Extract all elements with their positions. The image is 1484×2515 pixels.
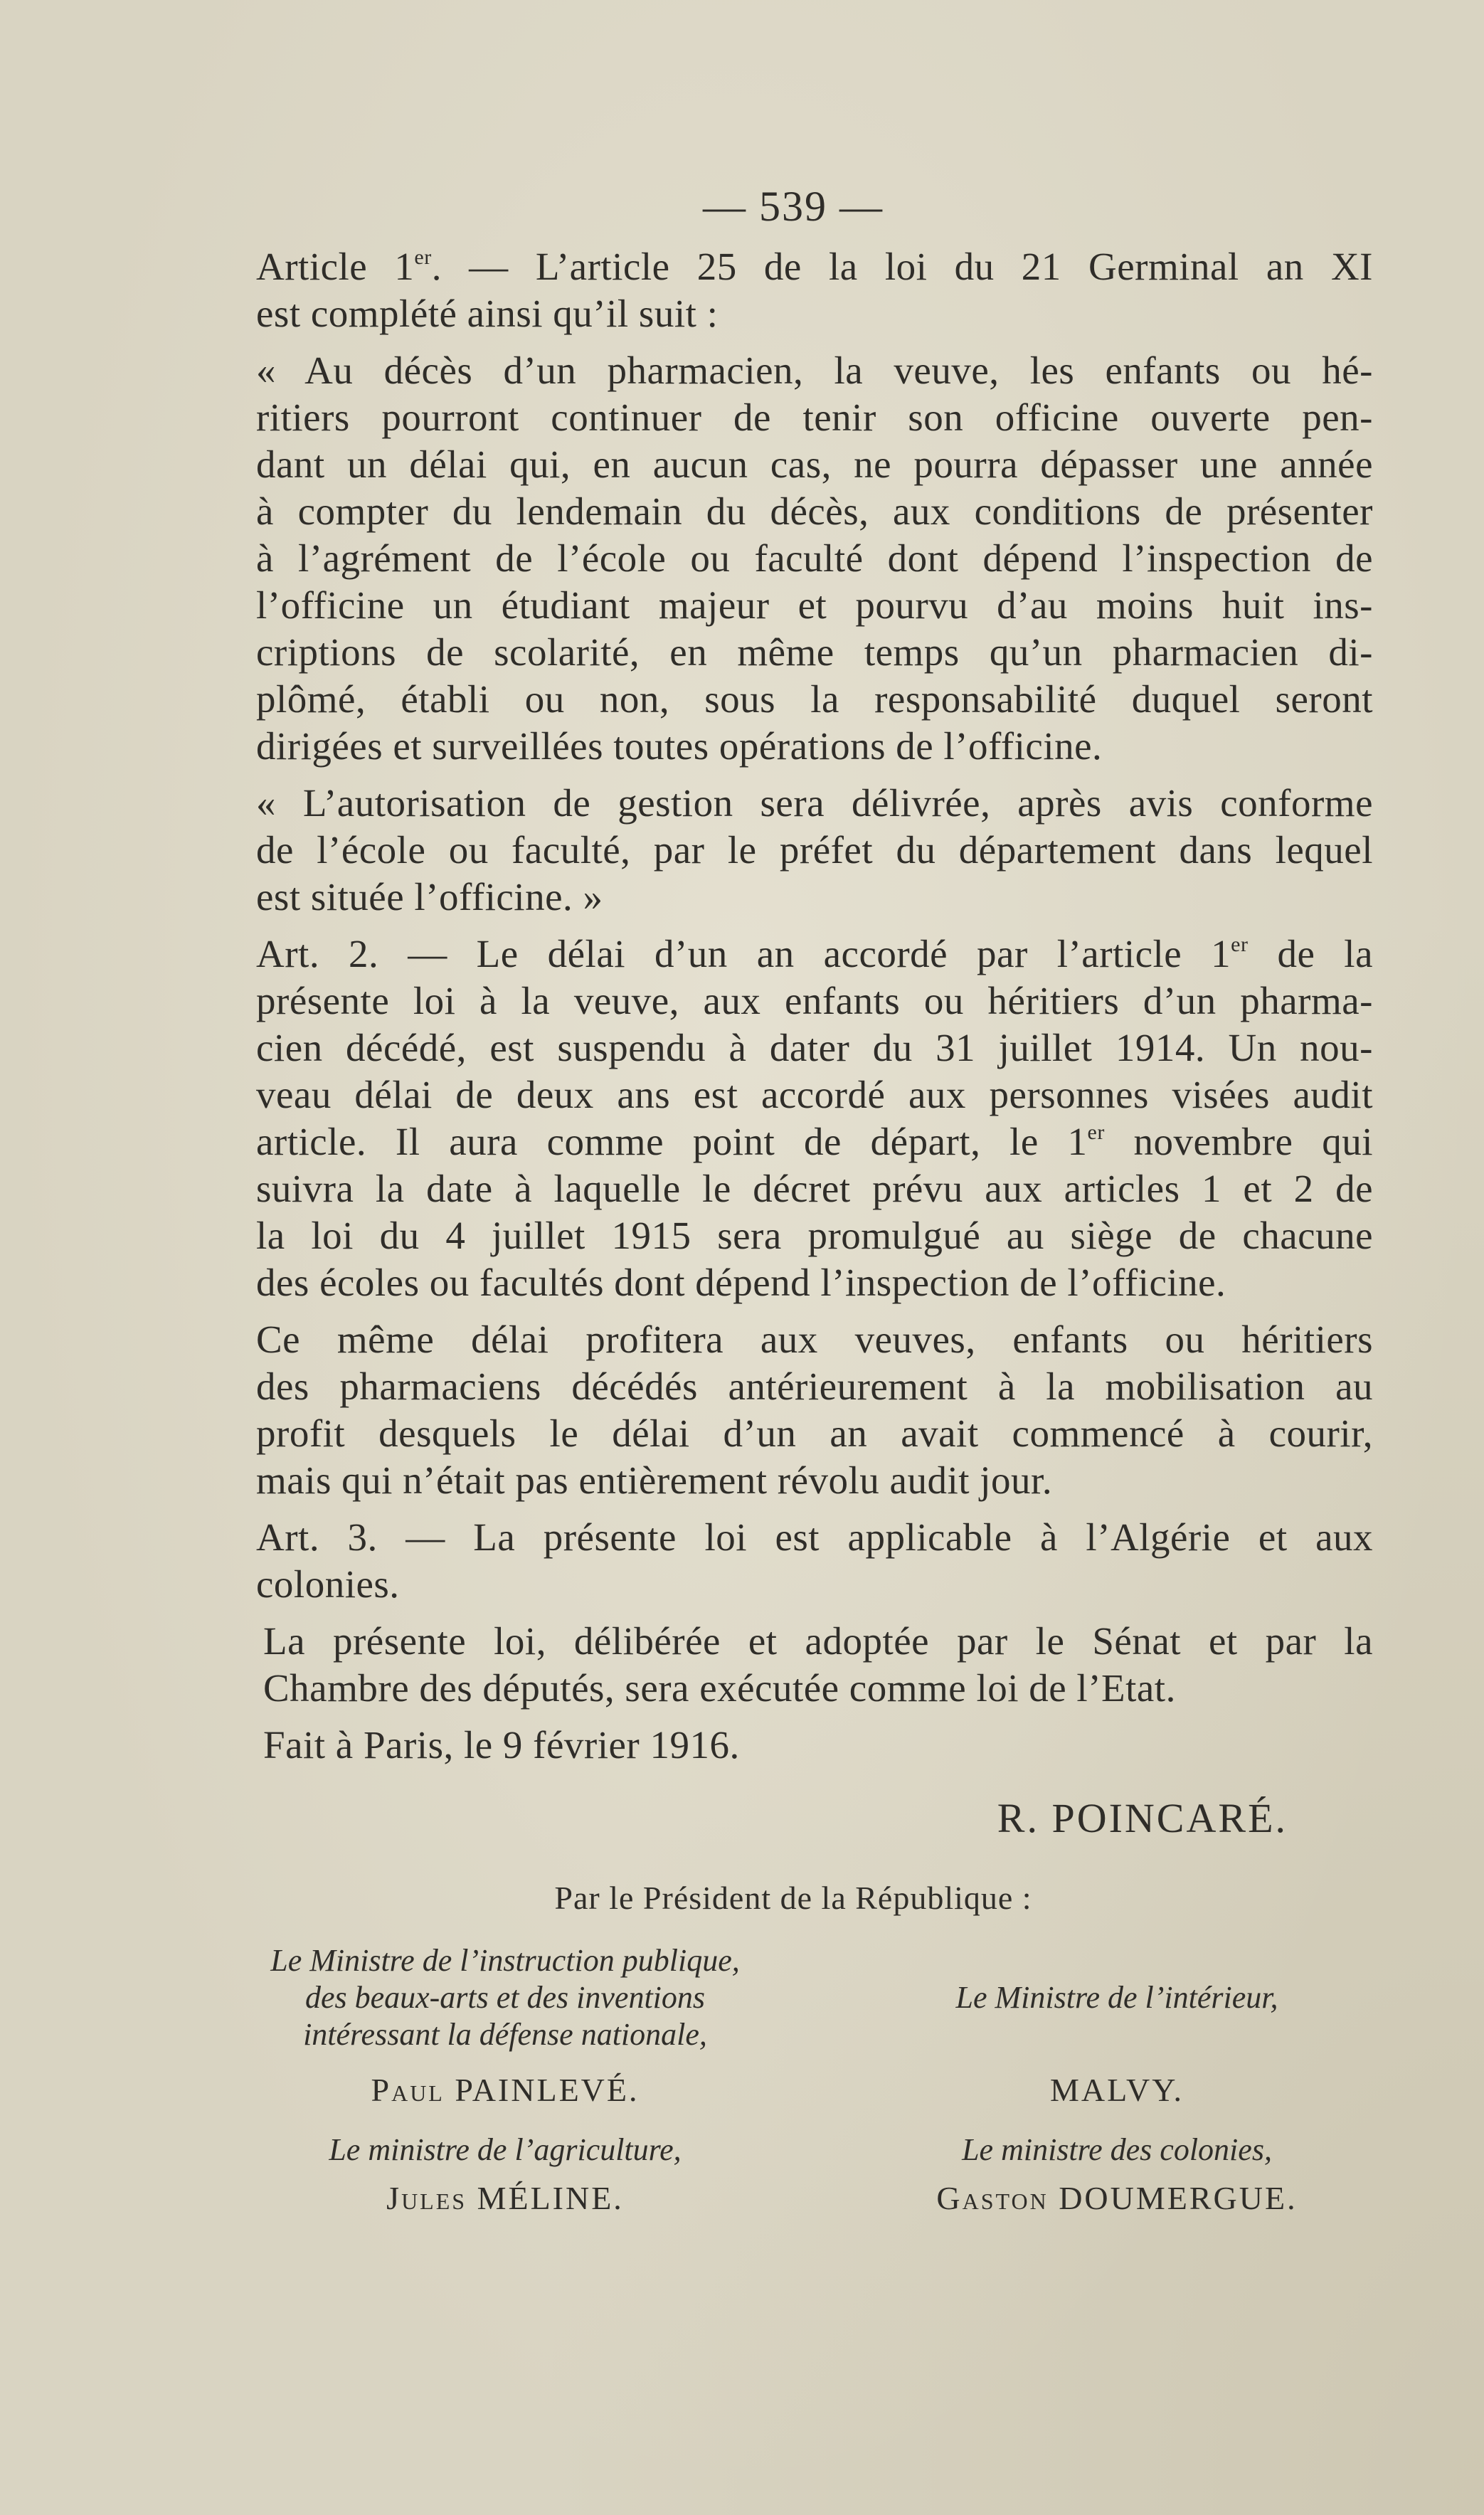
quote-1-line: « Au décès d’un pharmacien, la veuve, les enfants ou hé- — [256, 349, 1373, 392]
article-2-line-5 — [213, 1118, 1373, 1165]
article-2-line-1 — [213, 931, 1373, 978]
article-2-p2-line: Ce même délai profitera aux veuves, enfants ou héritiers — [256, 1318, 1373, 1361]
minister-instruction — [213, 1942, 797, 2112]
article-2-text: de la — [1248, 932, 1373, 975]
article-3-line: Art. 3. — La présente loi est applicable à l’Algérie et aux — [256, 1515, 1373, 1559]
by-president-label: Par le Président de la République : — [554, 1880, 1032, 1916]
article-3-line: colonies. — [256, 1562, 400, 1606]
closing-line: La présente loi, délibérée et adoptée par le Sénat et par la — [263, 1619, 1373, 1663]
minister-name: MALVY. — [1049, 2072, 1184, 2108]
closing-paragraph — [213, 1618, 1373, 1712]
minister-role: des beaux-arts et des inventions — [304, 1980, 706, 2015]
date-line — [213, 1722, 1373, 1769]
minister-colonies — [839, 2132, 1394, 2220]
document-page — [213, 178, 1373, 2241]
minister-role: Le ministre de l’agriculture, — [329, 2132, 682, 2167]
article-2-p2-line: profit desquels le délai d’un an avait commencé à courir, — [256, 1412, 1373, 1455]
superscript-er: er — [414, 245, 432, 269]
page-number: — 539 — — [703, 183, 884, 230]
minister-role: Le Ministre de l’instruction publique, — [270, 1943, 740, 1978]
quote-1-line: criptions de scolarité, en même temps qu’un pharmacien di- — [256, 630, 1373, 674]
quote-1-line: ritiers pourront continuer de tenir son officine ouverte pen- — [256, 396, 1373, 439]
quote-1-line: l’officine un étudiant majeur et pourvu d’au moins huit ins- — [256, 583, 1373, 627]
article-2-p2-line: mais qui n’était pas entièrement révolu audit jour. — [256, 1458, 1053, 1502]
article-2-text: novembre qui — [1104, 1120, 1373, 1163]
quote-paragraph-1 — [213, 347, 1373, 770]
closing-line: Chambre des députés, sera exécutée comme loi de l’Etat. — [263, 1666, 1176, 1710]
article-2-text: article. Il aura comme point de départ, le 1 — [256, 1120, 1088, 1163]
quote-2-line: « L’autorisation de gestion sera délivrée, après avis conforme — [256, 781, 1373, 825]
article-2-line: suivra la date à laquelle le décret prévu aux articles 1 et 2 de — [256, 1167, 1373, 1210]
superscript-er: er — [1087, 1121, 1105, 1144]
quote-paragraph-2 — [213, 780, 1373, 921]
article-2-text: Art. 2. — Le délai d’un an accordé par l’article 1 — [256, 932, 1231, 975]
quote-1-line: dant un délai qui, en aucun cas, ne pourra dépasser une année — [256, 443, 1373, 486]
superscript-er: er — [1231, 933, 1249, 956]
minister-name: Jules MÉLINE. — [386, 2180, 624, 2216]
article-1-text: . — L’article 25 de la loi du 21 Germinal an XI — [431, 245, 1373, 288]
article-1-label: Article 1 — [256, 245, 415, 288]
president-signature: R. POINCARÉ. — [997, 1795, 1288, 1841]
ministers-block — [213, 1942, 1373, 2241]
quote-1-line: plômé, établi ou non, sous la responsabilité duquel seront — [256, 677, 1373, 721]
date-text: Fait à Paris, le 9 février 1916. — [263, 1723, 740, 1767]
article-1-line-2: est complété ainsi qu’il suit : — [256, 292, 719, 335]
article-2-p2-line: des pharmaciens décédés antérieurement à la mobilisation au — [256, 1365, 1373, 1408]
quote-2-line: est située l’officine. » — [256, 875, 603, 918]
article-2 — [213, 931, 1373, 1306]
article-1-line-1 — [213, 243, 1373, 290]
minister-interior — [839, 1979, 1394, 2112]
quote-1-line: à compter du lendemain du décès, aux conditions de présenter — [256, 489, 1373, 533]
minister-role: intéressant la défense nationale, — [303, 2017, 707, 2052]
article-2-paragraph-2 — [213, 1316, 1373, 1504]
article-1 — [213, 243, 1373, 337]
minister-name: Gaston DOUMERGUE. — [936, 2180, 1298, 2216]
article-2-line: veau délai de deux ans est accordé aux personnes visées audit — [256, 1073, 1373, 1116]
minister-role: Le ministre des colonies, — [962, 2132, 1272, 2167]
minister-agriculture — [213, 2132, 797, 2220]
quote-1-line: dirigées et surveillées toutes opérations de l’officine. — [256, 724, 1103, 768]
article-2-line: la loi du 4 juillet 1915 sera promulgué au siège de chacune — [256, 1214, 1373, 1257]
minister-role: Le Ministre de l’intérieur, — [955, 1980, 1278, 2015]
quote-2-line: de l’école ou faculté, par le préfet du département dans lequel — [256, 828, 1373, 872]
article-2-line: cien décédé, est suspendu à dater du 31 juillet 1914. Un nou- — [256, 1026, 1373, 1069]
article-2-line: des écoles ou facultés dont dépend l’inspection de l’officine. — [256, 1261, 1226, 1304]
minister-name: Paul PAINLEVÉ. — [371, 2072, 640, 2108]
article-2-line: présente loi à la veuve, aux enfants ou héritiers d’un pharma- — [256, 979, 1373, 1022]
quote-1-line: à l’agrément de l’école ou faculté dont dépend l’inspection de — [256, 536, 1373, 580]
article-3 — [213, 1514, 1373, 1608]
